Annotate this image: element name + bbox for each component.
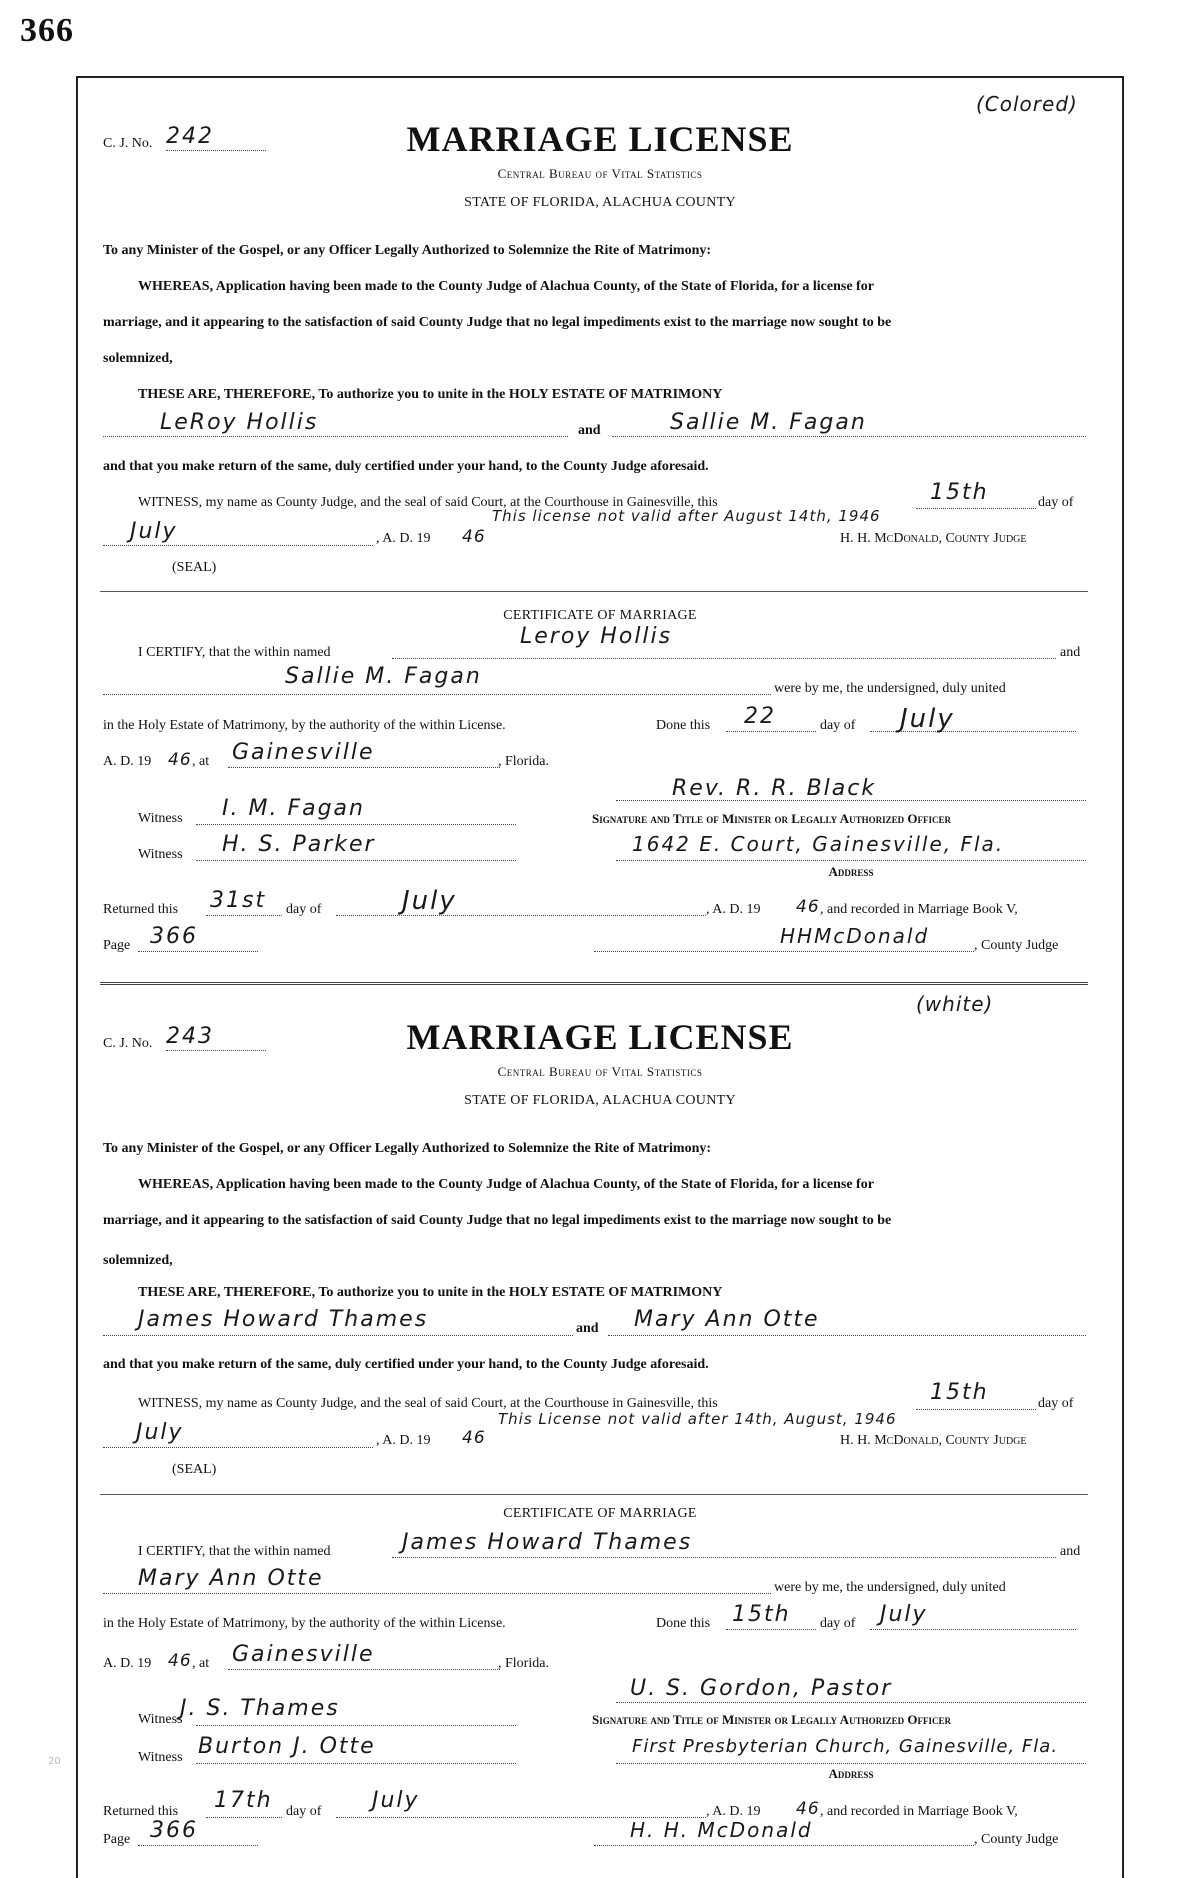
returned-year: 46	[796, 1799, 820, 1819]
returned-day: 31st	[210, 888, 267, 913]
returned-this-label: Returned this	[103, 1804, 179, 1819]
whereas-line-3: solemnized,	[103, 1253, 173, 1268]
certify-label: I CERTIFY, that the within named	[138, 1544, 331, 1559]
bureau-line: Central Bureau of Vital Statistics	[497, 1064, 703, 1079]
done-this-label: Done this	[656, 1616, 711, 1631]
page-label: Page	[103, 1832, 131, 1847]
race-note: (white)	[916, 992, 994, 1016]
were-by-me: were by me, the undersigned, duly united	[774, 681, 1006, 696]
returned-month: July	[402, 886, 457, 916]
certificate-title: CERTIFICATE OF MARRIAGE	[503, 1506, 697, 1521]
returned-this-label: Returned this	[103, 902, 179, 917]
these-are-line: THESE ARE, THEREFORE, To authorize you to unite in the HOLY ESTATE OF MATRIMONY	[138, 1285, 723, 1300]
whereas-line-2: marriage, and it appearing to the satisfaction of said County Judge that no legal impediments exist to the marriage now sought to be	[103, 1213, 892, 1228]
witness-clause: WITNESS, my name as County Judge, and the seal of said Court, at the Courthouse in Gainesville, this	[138, 495, 718, 510]
returned-year: 46	[796, 897, 820, 917]
book-page: 366	[150, 924, 198, 949]
license-day: 15th	[930, 1380, 989, 1405]
witness-2-label: Witness	[138, 847, 183, 862]
cert-groom: James Howard Thames	[402, 1530, 693, 1555]
and-label: and	[578, 423, 601, 438]
holy-estate-label: in the Holy Estate of Matrimony, by the authority of the within License.	[103, 718, 506, 733]
seal-label: (SEAL)	[172, 560, 217, 575]
address-label: Address	[828, 1766, 874, 1781]
these-are-line: THESE ARE, THEREFORE, To authorize you to unite in the HOLY ESTATE OF MATRIMONY	[138, 387, 723, 402]
officer-address: 1642 E. Court, Gainesville, Fla.	[632, 832, 1005, 856]
at-label: , at	[192, 754, 210, 769]
witness-2-name: H. S. Parker	[222, 832, 376, 857]
license-month: July	[136, 1420, 184, 1445]
groom-name: James Howard Thames	[138, 1307, 429, 1332]
florida-label: , Florida.	[498, 1656, 549, 1671]
judge-signature: H. H. McDonald	[630, 1818, 813, 1842]
officer-signature: Rev. R. R. Black	[672, 776, 877, 801]
florida-label: , Florida.	[498, 754, 549, 769]
whereas-line-3: solemnized,	[103, 351, 173, 366]
returned-ad-label: , A. D. 19	[706, 1804, 761, 1819]
license-title: MARRIAGE LICENSE	[406, 119, 794, 159]
and-label: and	[576, 1321, 599, 1336]
section-divider	[100, 591, 1088, 592]
page-number: 366	[20, 12, 74, 49]
witness-1-label: Witness	[138, 811, 183, 826]
cert-and-label: and	[1060, 1544, 1081, 1559]
cert-and-label: and	[1060, 645, 1081, 660]
ad-label: , A. D. 19	[376, 531, 431, 546]
bride-name: Sallie M. Fagan	[670, 410, 867, 435]
witness-2-label: Witness	[138, 1750, 183, 1765]
cj-no-value: 243	[166, 1024, 214, 1049]
record-divider	[100, 982, 1088, 985]
return-line: and that you make return of the same, duly certified under your hand, to the County Judge aforesaid.	[103, 459, 709, 474]
state-line: STATE OF FLORIDA, ALACHUA COUNTY	[464, 195, 736, 210]
seal-label: (SEAL)	[172, 1462, 217, 1477]
officer-address: First Presbyterian Church, Gainesville, Fla.	[632, 1736, 1059, 1757]
officer-signature: U. S. Gordon, Pastor	[630, 1676, 893, 1701]
license-month: July	[130, 519, 178, 544]
day-of-label: day of	[1038, 1396, 1074, 1411]
were-by-me: were by me, the undersigned, duly united	[774, 1580, 1006, 1595]
day-of-label: day of	[1038, 495, 1074, 510]
at-label: , at	[192, 1656, 210, 1671]
done-this-label: Done this	[656, 718, 711, 733]
judge-label: , County Judge	[974, 1832, 1059, 1847]
to-any-minister: To any Minister of the Gospel, or any Officer Legally Authorized to Solemnize the Rite of Matrimony:	[103, 243, 712, 258]
cj-no-label: C. J. No.	[103, 136, 153, 151]
cert-groom: Leroy Hollis	[520, 624, 673, 649]
cert-day-of-label: day of	[820, 1616, 856, 1631]
license-day: 15th	[930, 480, 989, 505]
returned-day: 17th	[214, 1788, 273, 1813]
cert-ad-label: A. D. 19	[103, 1656, 152, 1671]
document-frame	[76, 76, 1124, 1878]
returned-ad-label: , A. D. 19	[706, 902, 761, 917]
recorded-label: , and recorded in Marriage Book V,	[820, 1804, 1018, 1819]
cj-no-value: 242	[166, 124, 214, 149]
signature-title-label: Signature and Title of Minister or Legally Authorized Officer	[592, 811, 951, 826]
witness-1-label: Witness	[138, 1712, 183, 1727]
page-label: Page	[103, 938, 131, 953]
return-line: and that you make return of the same, duly certified under your hand, to the County Judge aforesaid.	[103, 1357, 709, 1372]
witness-1-name: I. M. Fagan	[222, 796, 365, 821]
cert-bride: Mary Ann Otte	[138, 1566, 324, 1591]
judge-signature: HHMcDonald	[780, 924, 930, 948]
watermark: 20	[48, 1756, 61, 1767]
book-page: 366	[150, 1818, 198, 1843]
witness-1-name: J. S. Thames	[180, 1696, 340, 1721]
bureau-line: Central Bureau of Vital Statistics	[497, 166, 703, 181]
validity-note: This license not valid after August 14th, 1946	[492, 507, 881, 525]
whereas-line-2: marriage, and it appearing to the satisfaction of said County Judge that no legal impediments exist to the marriage now sought to be	[103, 315, 892, 330]
witness-2-name: Burton J. Otte	[198, 1734, 376, 1759]
county-judge-label: H. H. McDonald, County Judge	[840, 531, 1027, 546]
county-judge-label: H. H. McDonald, County Judge	[840, 1433, 1027, 1448]
license-year: 46	[462, 527, 486, 547]
returned-day-of-label: day of	[286, 1804, 322, 1819]
judge-label: , County Judge	[974, 938, 1059, 953]
done-day: 22	[744, 704, 776, 729]
cj-no-label: C. J. No.	[103, 1036, 153, 1051]
cert-day-of-label: day of	[820, 718, 856, 733]
certify-label: I CERTIFY, that the within named	[138, 645, 331, 660]
returned-day-of-label: day of	[286, 902, 322, 917]
done-day: 15th	[732, 1602, 791, 1627]
certificate-title: CERTIFICATE OF MARRIAGE	[503, 608, 697, 623]
done-year: 46	[168, 750, 192, 770]
recorded-label: , and recorded in Marriage Book V,	[820, 902, 1018, 917]
section-divider	[100, 1494, 1088, 1495]
race-note: (Colored)	[976, 92, 1078, 116]
address-label: Address	[828, 864, 874, 879]
witness-clause: WITNESS, my name as County Judge, and the seal of said Court, at the Courthouse in Gainesville, this	[138, 1396, 718, 1411]
signature-title-label: Signature and Title of Minister or Legally Authorized Officer	[592, 1712, 951, 1727]
whereas-line-1: WHEREAS, Application having been made to the County Judge of Alachua County, of the State of Florida, for a license for	[138, 1177, 874, 1192]
returned-month: July	[372, 1788, 420, 1813]
holy-estate-label: in the Holy Estate of Matrimony, by the authority of the within License.	[103, 1616, 506, 1631]
bride-name: Mary Ann Otte	[634, 1307, 820, 1332]
done-place: Gainesville	[232, 740, 375, 765]
whereas-line-1: WHEREAS, Application having been made to the County Judge of Alachua County, of the State of Florida, for a license for	[138, 279, 874, 294]
validity-note: This License not valid after 14th, August, 1946	[498, 1410, 897, 1428]
license-year: 46	[462, 1428, 486, 1448]
done-month: July	[900, 704, 955, 734]
license-title: MARRIAGE LICENSE	[406, 1017, 794, 1057]
groom-name: LeRoy Hollis	[160, 410, 319, 435]
ad-label: , A. D. 19	[376, 1433, 431, 1448]
done-place: Gainesville	[232, 1642, 375, 1667]
done-month: July	[880, 1602, 928, 1627]
state-line: STATE OF FLORIDA, ALACHUA COUNTY	[464, 1093, 736, 1108]
cert-ad-label: A. D. 19	[103, 754, 152, 769]
done-year: 46	[168, 1651, 192, 1671]
to-any-minister: To any Minister of the Gospel, or any Officer Legally Authorized to Solemnize the Rite of Matrimony:	[103, 1141, 712, 1156]
cert-bride: Sallie M. Fagan	[285, 664, 482, 689]
